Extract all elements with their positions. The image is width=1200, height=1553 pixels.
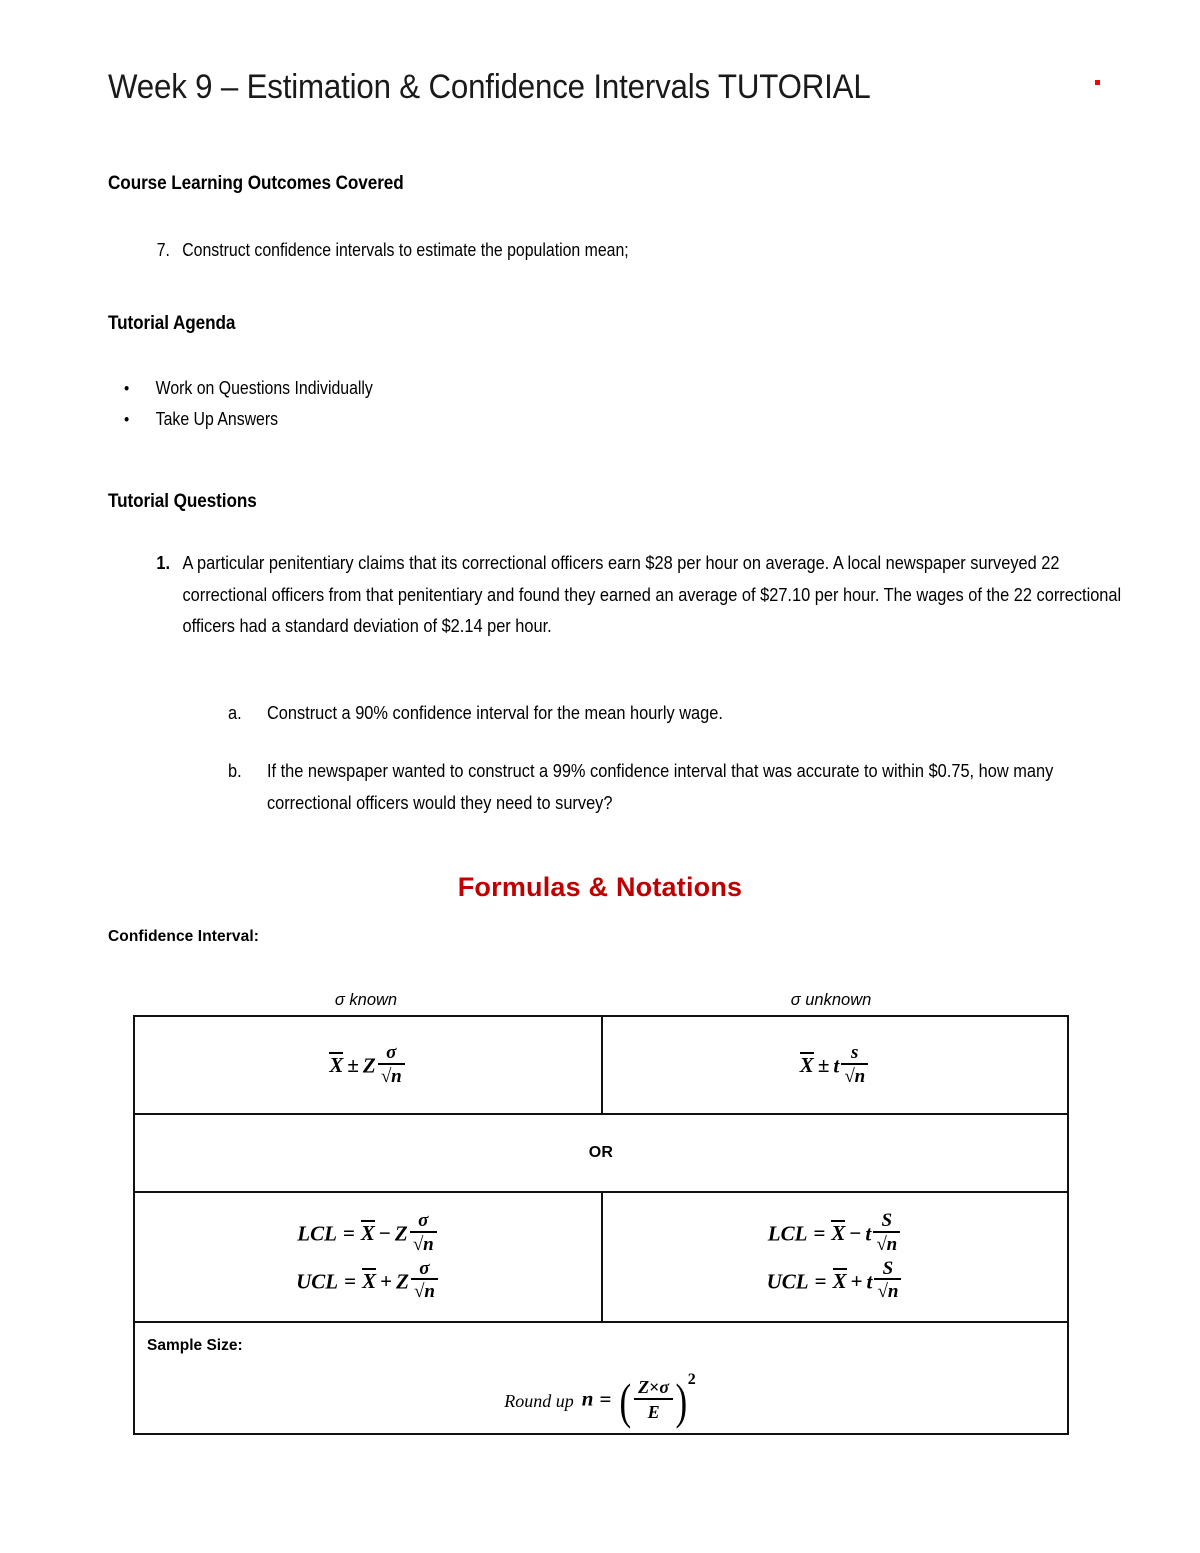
- formula-sample-size: Round up n = ( $\frac{Z\times\sigma}{E}$ )$^2$: [504, 1370, 696, 1429]
- table-row: [134, 1016, 1068, 1114]
- red-mark-icon: [1095, 80, 1100, 85]
- heading-tutorial-agenda: Tutorial Agenda: [108, 312, 236, 334]
- question-1: [140, 547, 1144, 642]
- agenda-list-item: [124, 373, 373, 404]
- agenda-item-label: Work on Questions Individually: [155, 378, 373, 398]
- heading-course-learning-outcomes: Course Learning Outcomes Covered: [108, 172, 404, 194]
- formula-ci-z: X ± Z $\frac{\sigma}{√n}$: [329, 1043, 406, 1088]
- formula-lcl-t: LCL = X − t $\frac{S}{√n}$: [603, 1211, 1067, 1256]
- question-1b-text: If the newspaper wanted to construct a 99% confidence interval that was accurate to within $0.75, how many correctional officers would they need to survey?: [266, 760, 1054, 813]
- question-1b-marker: b.: [228, 760, 242, 781]
- cell-sample-size: [134, 1322, 1068, 1434]
- cell-ci-sigma-known: [134, 1016, 602, 1114]
- bullet-icon: •: [124, 410, 130, 429]
- learning-outcome-item: [140, 235, 1064, 265]
- table-row: [134, 1322, 1068, 1434]
- cell-lcl-ucl-sigma-unknown: [602, 1192, 1068, 1322]
- question-1a-marker: a.: [228, 702, 242, 723]
- formula-lcl-z: LCL = X − Z $\frac{\sigma}{√n}$: [135, 1211, 601, 1256]
- question-1-text: A particular penitentiary claims that its correctional officers earn $28 per hour on average. A local newspaper surveyed 22 correctional officers from that penitentiary and found they earned an average of $27.10 per hour. The wages of the 22 correctional officers had a standard deviation of $2.14 per hour.: [182, 552, 1122, 636]
- question-1-marker: 1.: [156, 552, 171, 573]
- agenda-item-label: Take Up Answers: [155, 409, 279, 429]
- learning-outcome-text: Construct confidence intervals to estimate the population mean;: [182, 240, 629, 260]
- question-1b: [228, 755, 1135, 818]
- table-row: [134, 1192, 1068, 1322]
- label-round-up: Round up: [504, 1391, 574, 1412]
- bullet-icon: •: [124, 379, 130, 398]
- column-header-sigma-unknown: σ unknown: [790, 991, 872, 1009]
- label-sample-size: Sample Size:: [147, 1337, 243, 1354]
- table-row: [134, 1114, 1068, 1192]
- label-confidence-interval: Confidence Interval:: [108, 928, 259, 945]
- formula-ucl-t: UCL = X + t $\frac{S}{√n}$: [603, 1259, 1067, 1304]
- agenda-list-item: [124, 404, 278, 435]
- column-header-sigma-known: σ known: [334, 991, 398, 1009]
- formula-ci-t: X ± t $\frac{s}{√n}$: [800, 1043, 870, 1088]
- heading-formulas-notations: Formulas & Notations: [457, 872, 743, 902]
- formulas-table: [133, 1015, 1069, 1435]
- learning-outcome-marker: 7.: [156, 240, 170, 260]
- question-1a-text: Construct a 90% confidence interval for the mean hourly wage.: [266, 702, 723, 723]
- page-title: Week 9 – Estimation & Confidence Intervals TUTORIAL: [108, 68, 871, 106]
- cell-ci-sigma-unknown: [602, 1016, 1068, 1114]
- label-or: OR: [588, 1144, 614, 1161]
- heading-tutorial-questions: Tutorial Questions: [108, 490, 257, 512]
- cell-lcl-ucl-sigma-known: [134, 1192, 602, 1322]
- question-1a: [228, 697, 1135, 729]
- formula-ucl-z: UCL = X + Z $\frac{\sigma}{√n}$: [135, 1259, 601, 1304]
- cell-or: [134, 1114, 1068, 1192]
